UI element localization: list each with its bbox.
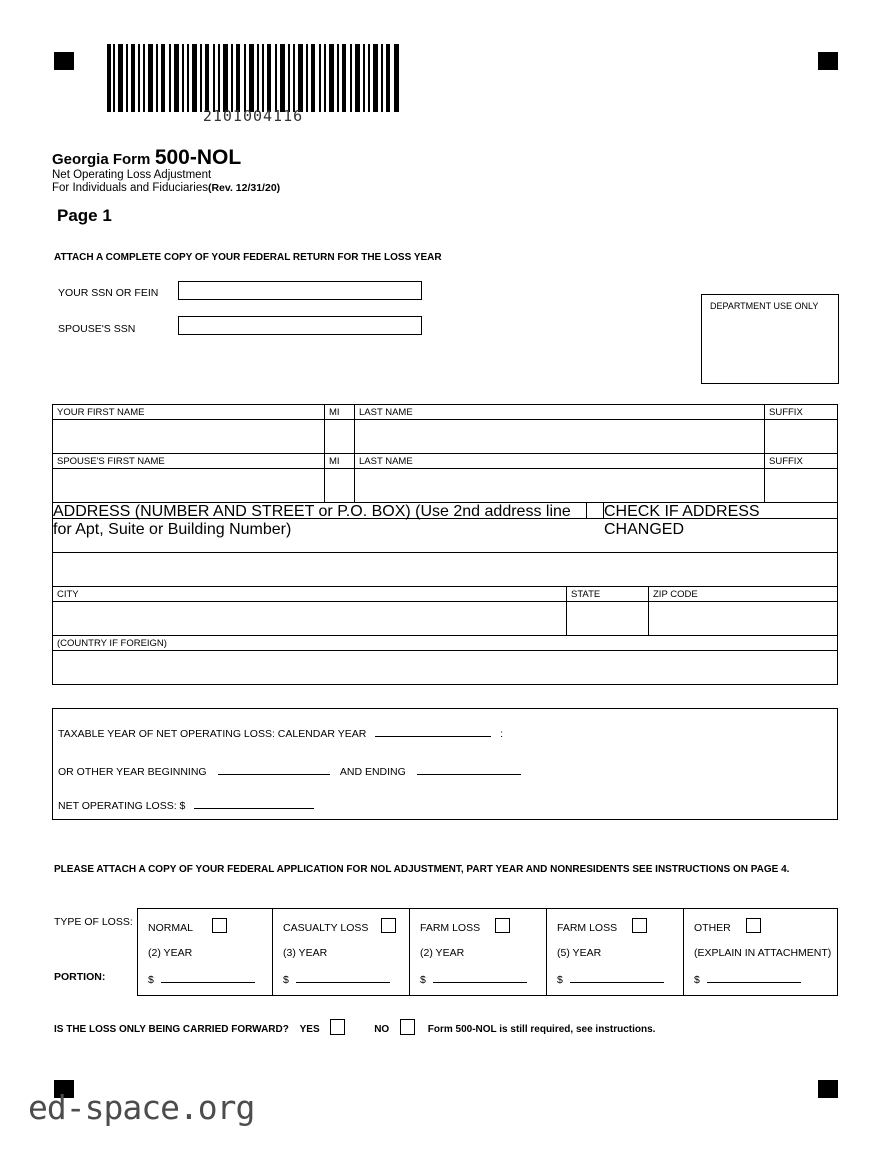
type-of-loss-table — [137, 908, 838, 996]
table-row — [53, 519, 837, 553]
taxable-year-label: TAXABLE YEAR OF NET OPERATING LOSS: CALENDAR YEAR — [58, 728, 367, 740]
spouse-first-name-input[interactable] — [53, 469, 325, 502]
loss-checkbox-casualty[interactable] — [381, 918, 396, 933]
zip-header: ZIP CODE — [653, 589, 698, 600]
nol-info-block — [52, 708, 838, 820]
last-name-header: LAST NAME — [355, 405, 765, 419]
your-mi-input[interactable] — [325, 420, 355, 453]
page-label: Page 1 — [57, 206, 112, 225]
loss-column-normal — [138, 909, 273, 995]
loss-checkbox-farm-2year[interactable] — [495, 918, 510, 933]
dollar-sign: $ — [694, 974, 700, 986]
loss-year-label: (3) YEAR — [283, 947, 328, 959]
spouse-suffix-input[interactable] — [765, 469, 837, 502]
loss-name-label: CASUALTY LOSS — [283, 922, 369, 934]
carry-forward-yes-checkbox[interactable] — [330, 1019, 345, 1035]
table-row — [53, 405, 837, 420]
mi-header: MI — [325, 405, 355, 419]
other-year-begin-input[interactable] — [218, 763, 330, 775]
taxable-year-input[interactable] — [375, 725, 491, 737]
suffix-header: SUFFIX — [769, 407, 803, 418]
address-header: ADDRESS (NUMBER AND STREET or P.O. BOX) (Use 2nd address line for Apt, Suite or Building Number) — [53, 503, 587, 518]
loss-column-casualty — [273, 909, 410, 995]
loss-amount-row — [420, 971, 527, 986]
and-ending-label: AND ENDING — [339, 766, 406, 778]
ssn-input[interactable] — [178, 281, 422, 300]
state-header: STATE — [567, 587, 649, 601]
your-first-name-header: YOUR FIRST NAME — [53, 405, 325, 419]
loss-amount-input[interactable] — [433, 971, 527, 983]
carry-forward-yes-label: YES — [299, 1024, 320, 1035]
registration-mark-top-right — [818, 52, 838, 70]
address-line2-input[interactable] — [53, 553, 837, 586]
other-year-line — [58, 763, 529, 778]
barcode — [107, 44, 399, 112]
spouse-ssn-input[interactable] — [178, 316, 422, 335]
city-input[interactable] — [53, 602, 567, 635]
other-year-end-input[interactable] — [417, 763, 521, 775]
address-line1-input[interactable] — [53, 519, 837, 552]
dollar-sign: $ — [557, 974, 563, 986]
other-year-label: OR OTHER YEAR BEGINNING — [58, 766, 207, 778]
loss-amount-row — [694, 971, 801, 986]
carry-forward-note: Form 500-NOL is still required, see instructions. — [427, 1024, 656, 1035]
dollar-sign: $ — [283, 974, 289, 986]
country-input[interactable] — [53, 651, 837, 684]
table-row — [53, 651, 837, 685]
spouse-mi-header: MI — [325, 454, 355, 468]
attach-federal-application-note: PLEASE ATTACH A COPY OF YOUR FEDERAL APPLICATION FOR NOL ADJUSTMENT, PART YEAR AND NONRESIDENTS SEE INSTRUCTIONS ON PAGE 4. — [54, 864, 790, 875]
form-number-label: 500-NOL — [154, 146, 242, 169]
carry-forward-no-label: NO — [374, 1024, 390, 1035]
loss-amount-row — [283, 971, 390, 986]
taxable-year-line — [58, 725, 503, 740]
registration-mark-bottom-right — [818, 1080, 838, 1098]
net-operating-loss-line — [58, 797, 314, 812]
ssn-label: YOUR SSN OR FEIN — [58, 287, 159, 299]
spouse-first-name-header: SPOUSE'S FIRST NAME — [53, 454, 325, 468]
carry-forward-no-checkbox[interactable] — [400, 1019, 415, 1035]
loss-name-label: OTHER — [694, 922, 731, 934]
your-last-name-input[interactable] — [355, 420, 765, 453]
table-row — [53, 587, 837, 602]
form-audience-label: For Individuals and Fiduciaries — [52, 182, 208, 194]
loss-year-label: (2) YEAR — [148, 947, 193, 959]
taxable-year-suffix: : — [500, 728, 504, 740]
loss-amount-row — [557, 971, 664, 986]
barcode-image — [107, 44, 399, 112]
spouse-last-name-header: LAST NAME — [355, 454, 765, 468]
carry-forward-row — [54, 1019, 655, 1035]
table-row — [53, 553, 837, 587]
spouse-suffix-header: SUFFIX — [769, 456, 803, 467]
loss-column-other — [684, 909, 837, 995]
dollar-sign: $ — [148, 974, 154, 986]
portion-label: PORTION: — [54, 971, 106, 983]
loss-column-farm-2year — [410, 909, 547, 995]
watermark-label: ed-space.org — [28, 1088, 255, 1127]
country-header: (COUNTRY IF FOREIGN) — [57, 638, 167, 649]
loss-checkbox-other[interactable] — [746, 918, 761, 933]
table-row — [53, 602, 837, 636]
form-audience-line — [52, 182, 280, 194]
loss-checkbox-farm-5year[interactable] — [632, 918, 647, 933]
table-row — [53, 454, 837, 469]
zip-input[interactable] — [649, 602, 837, 635]
table-row — [53, 469, 837, 503]
spouse-last-name-input[interactable] — [355, 469, 765, 502]
spouse-mi-input[interactable] — [325, 469, 355, 502]
loss-amount-input[interactable] — [161, 971, 255, 983]
form-revision-label: (Rev. 12/31/20) — [207, 182, 281, 194]
loss-name-label: FARM LOSS — [557, 922, 618, 934]
loss-year-label: (5) YEAR — [557, 947, 602, 959]
department-use-label: DEPARTMENT USE ONLY — [710, 301, 819, 311]
attach-federal-return-note: ATTACH A COMPLETE COPY OF YOUR FEDERAL RETURN FOR THE LOSS YEAR — [54, 252, 442, 263]
table-row — [53, 636, 837, 651]
barcode-number: 2101004116 — [202, 107, 304, 125]
table-row — [53, 420, 837, 454]
registration-mark-top-left — [54, 52, 74, 70]
loss-year-label: (2) YEAR — [420, 947, 465, 959]
net-operating-loss-label: NET OPERATING LOSS: $ — [58, 800, 186, 812]
form-title — [52, 146, 241, 170]
net-operating-loss-input[interactable] — [194, 797, 314, 809]
form-agency-label: Georgia Form — [52, 151, 151, 168]
carry-forward-question: IS THE LOSS ONLY BEING CARRIED FORWARD? — [54, 1024, 289, 1035]
loss-name-label: FARM LOSS — [420, 922, 481, 934]
name-address-table — [52, 404, 838, 685]
address-changed-header: CHECK IF ADDRESS CHANGED — [604, 503, 760, 538]
loss-amount-input[interactable] — [707, 971, 801, 983]
your-suffix-input[interactable] — [765, 420, 837, 453]
loss-name-label: NORMAL — [148, 922, 193, 934]
loss-amount-row — [148, 971, 255, 986]
state-input[interactable] — [567, 602, 649, 635]
address-changed-checkbox[interactable] — [587, 503, 604, 518]
loss-checkbox-normal[interactable] — [212, 918, 227, 933]
table-row — [53, 503, 837, 538]
type-of-loss-label: TYPE OF LOSS: — [54, 916, 133, 928]
loss-amount-input[interactable] — [570, 971, 664, 983]
your-first-name-input[interactable] — [53, 420, 325, 453]
dollar-sign: $ — [420, 974, 426, 986]
spouse-ssn-label: SPOUSE'S SSN — [58, 323, 136, 335]
loss-amount-input[interactable] — [296, 971, 390, 983]
loss-explain-label: (EXPLAIN IN ATTACHMENT) — [694, 947, 832, 959]
city-header: CITY — [53, 587, 567, 601]
loss-column-farm-5year — [547, 909, 684, 995]
form-subtitle: Net Operating Loss Adjustment — [52, 169, 212, 181]
